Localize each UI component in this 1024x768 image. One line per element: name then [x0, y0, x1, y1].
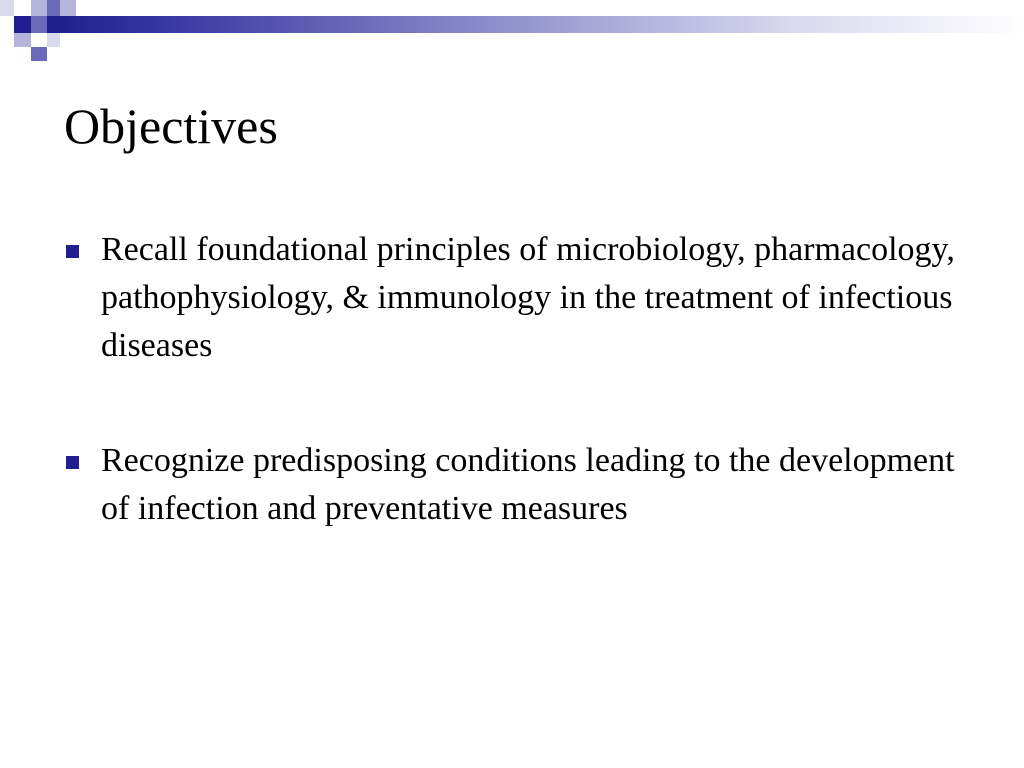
decor-square: [47, 16, 60, 33]
bullet-text: Recognize predisposing conditions leading to the development of infection and preventative measures: [101, 442, 955, 527]
decor-square: [47, 0, 60, 16]
bullet-text: Recall foundational principles of microbiology, pharmacology, pathophysiology, & immunology in the treatment of infectious diseases: [101, 231, 955, 364]
bullet-item: [64, 226, 964, 370]
square-bullet-icon: [66, 245, 79, 258]
decor-square: [14, 33, 31, 47]
decor-square: [60, 0, 76, 16]
slide-title: Objectives: [64, 98, 278, 154]
decor-square: [0, 0, 14, 16]
bullet-item: [64, 437, 964, 533]
square-bullet-icon: [66, 456, 79, 469]
decor-square: [31, 47, 47, 61]
decor-square: [31, 0, 47, 16]
decor-square: [31, 16, 47, 33]
bullet-list: [64, 226, 964, 600]
header-gradient-band: [60, 16, 1024, 33]
decor-square: [14, 16, 31, 33]
decor-square: [47, 33, 60, 47]
